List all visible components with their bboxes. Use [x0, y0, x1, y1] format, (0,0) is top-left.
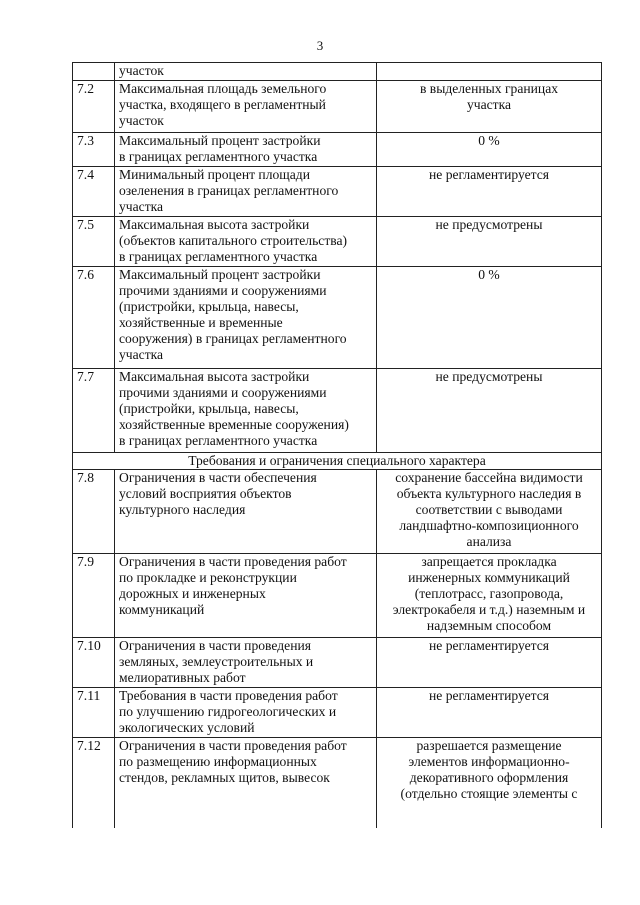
cell-line: (объектов капитального строительства) — [119, 233, 348, 248]
row-number: 7.6 — [73, 267, 115, 369]
value-cell — [377, 638, 602, 688]
cell-line: в границах регламентного участка — [119, 433, 318, 448]
table-row — [73, 369, 602, 453]
table-row — [73, 688, 602, 738]
cell-line: экологических условий — [119, 720, 255, 735]
cell-line: хозяйственные временные сооружения) — [119, 417, 349, 432]
row-number: 7.9 — [73, 554, 115, 638]
cell-line: (отдельно стоящие элементы с — [400, 786, 578, 801]
cell-line: культурного наследия — [119, 502, 246, 517]
cell-line: соответствии с выводами — [415, 502, 563, 517]
row-number: 7.5 — [73, 217, 115, 267]
table-row — [73, 167, 602, 217]
cell-line: Максимальная площадь земельного — [119, 81, 327, 96]
cell-line: инженерных коммуникаций — [408, 570, 570, 585]
cell-line: в границах регламентного участка — [119, 249, 318, 264]
table-row — [73, 81, 602, 133]
value-cell — [377, 133, 602, 167]
table-row — [73, 217, 602, 267]
parameter-cell — [115, 554, 377, 638]
cell-line: Требования в части проведения работ — [119, 688, 338, 703]
cell-line: по прокладке и реконструкции — [119, 570, 297, 585]
row-number: 7.12 — [73, 738, 115, 828]
cell-line: Максимальная высота застройки — [119, 217, 310, 232]
cell-line: участок — [119, 113, 164, 128]
cell-line: элементов информационно- — [408, 754, 570, 769]
table-row — [73, 738, 602, 828]
cell-line: электрокабеля и т.д.) наземным и — [392, 602, 586, 617]
value-cell — [377, 554, 602, 638]
table-row — [73, 470, 602, 554]
value-cell — [377, 688, 602, 738]
parameter-cell — [115, 470, 377, 554]
table-row — [73, 63, 602, 81]
table-row — [73, 638, 602, 688]
cell-line: коммуникаций — [119, 602, 205, 617]
cell-line: в выделенных границах — [419, 81, 559, 96]
row-number: 7.2 — [73, 81, 115, 133]
cell-line: 0 % — [478, 133, 500, 148]
cell-line: Ограничения в части проведения работ — [119, 554, 347, 569]
cell-line: участка, входящего в регламентный — [119, 97, 326, 112]
row-number: 7.11 — [73, 688, 115, 738]
parameter-cell — [115, 63, 377, 81]
cell-line: в границах регламентного участка — [119, 149, 318, 164]
cell-line: не регламентируется — [428, 167, 550, 182]
section-header: Требования и ограничения специального характера — [73, 453, 602, 470]
cell-line: мелиоративных работ — [119, 670, 246, 685]
cell-line: надземным способом — [426, 618, 552, 633]
table-row — [73, 267, 602, 369]
value-cell — [377, 217, 602, 267]
cell-line: дорожных и инженерных — [119, 586, 266, 601]
cell-line: (теплотрасс, газопровода, — [414, 586, 564, 601]
value-cell — [377, 470, 602, 554]
cell-line: 0 % — [478, 267, 500, 282]
table-row — [73, 554, 602, 638]
cell-line: участка — [119, 347, 164, 362]
cell-line: прочими зданиями и сооружениями — [119, 283, 327, 298]
value-cell — [377, 738, 602, 828]
cell-line: участок — [119, 63, 164, 78]
row-number: 7.3 — [73, 133, 115, 167]
row-number: 7.8 — [73, 470, 115, 554]
value-cell — [377, 369, 602, 453]
cell-line: Ограничения в части проведения работ — [119, 738, 347, 753]
cell-line: объекта культурного наследия в — [396, 486, 582, 501]
cell-line: декоративного оформления — [409, 770, 569, 785]
row-number: 7.10 — [73, 638, 115, 688]
cell-line: земляных, землеустроительных и — [119, 654, 314, 669]
cell-line: не регламентируется — [428, 688, 550, 703]
cell-line: Максимальный процент застройки — [119, 267, 321, 282]
value-cell — [377, 167, 602, 217]
parameter-cell — [115, 81, 377, 133]
cell-line: стендов, рекламных щитов, вывесок — [119, 770, 330, 785]
value-cell — [377, 63, 602, 81]
cell-line: по улучшению гидрогеологических и — [119, 704, 337, 719]
cell-line: озеленения в границах регламентного — [119, 183, 339, 198]
parameter-cell — [115, 167, 377, 217]
regulations-table — [72, 62, 602, 828]
cell-line: по размещению информационных — [119, 754, 317, 769]
cell-line: участка — [466, 97, 512, 112]
parameter-cell — [115, 217, 377, 267]
cell-line: не предусмотрены — [435, 217, 543, 232]
cell-line: прочими зданиями и сооружениями — [119, 385, 327, 400]
row-number: 7.4 — [73, 167, 115, 217]
page-number: 3 — [316, 38, 324, 53]
cell-line: Ограничения в части обеспечения — [119, 470, 317, 485]
cell-line: анализа — [466, 534, 512, 549]
cell-line: сооружения) в границах регламентного — [119, 331, 347, 346]
value-cell — [377, 267, 602, 369]
cell-line: (пристройки, крыльца, навесы, — [119, 401, 299, 416]
cell-line: Ограничения в части проведения — [119, 638, 311, 653]
cell-line: хозяйственные и временные — [119, 315, 283, 330]
parameter-cell — [115, 738, 377, 828]
value-cell — [377, 81, 602, 133]
section-header-row — [73, 453, 602, 470]
row-number — [73, 63, 115, 81]
cell-line: сохранение бассейна видимости — [395, 470, 583, 485]
cell-line: не предусмотрены — [435, 369, 543, 384]
cell-line: условий восприятия объектов — [119, 486, 292, 501]
cell-line: участка — [119, 199, 164, 214]
cell-line: запрещается прокладка — [421, 554, 557, 569]
row-number: 7.7 — [73, 369, 115, 453]
parameter-cell — [115, 267, 377, 369]
parameter-cell — [115, 638, 377, 688]
cell-line: Максимальный процент застройки — [119, 133, 321, 148]
table-row — [73, 133, 602, 167]
cell-line: (пристройки, крыльца, навесы, — [119, 299, 299, 314]
cell-line: разрешается размещение — [416, 738, 562, 753]
cell-line: ландшафтно-композиционного — [399, 518, 579, 533]
cell-line: Минимальный процент площади — [119, 167, 310, 182]
cell-line: Максимальная высота застройки — [119, 369, 310, 384]
parameter-cell — [115, 133, 377, 167]
parameter-cell — [115, 369, 377, 453]
cell-line: не регламентируется — [428, 638, 550, 653]
parameter-cell — [115, 688, 377, 738]
